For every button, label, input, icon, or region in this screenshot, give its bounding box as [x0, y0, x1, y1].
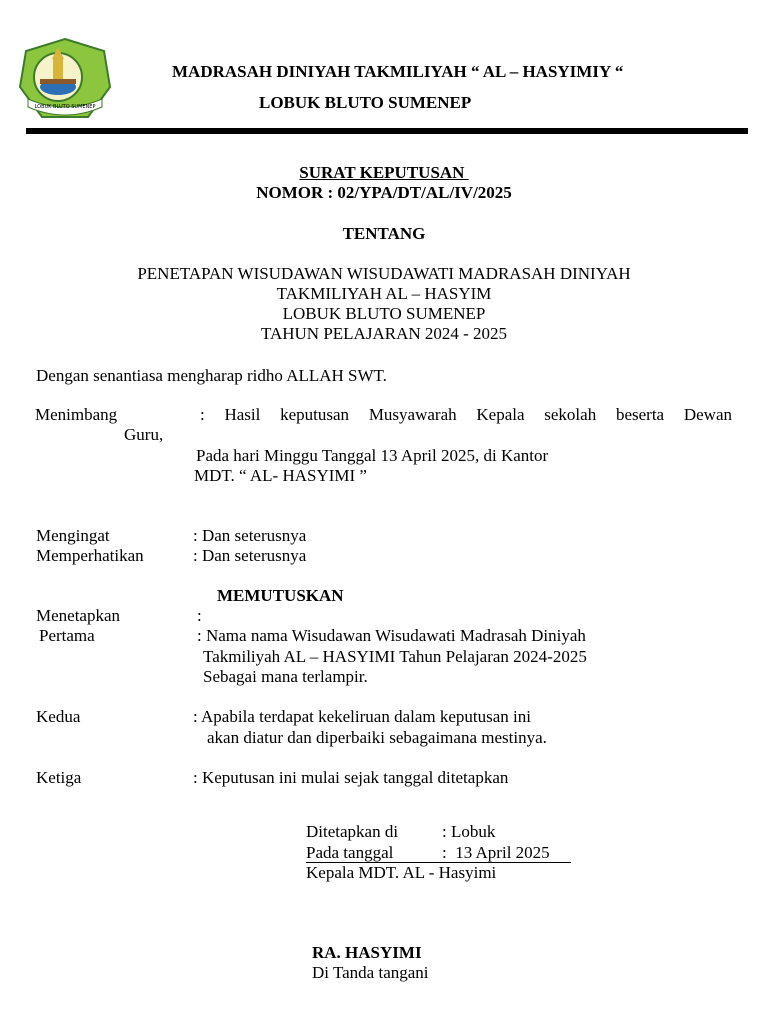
pertama-label: Pertama: [39, 626, 95, 645]
kedua-line-2: akan diatur dan diperbaiki sebagaimana mestinya.: [207, 728, 547, 747]
mengingat-value: : Dan seterusnya: [193, 526, 307, 545]
subject-line-4: TAHUN PELAJARAN 2024 - 2025: [260, 324, 508, 343]
subject-line-3: LOBUK BLUTO SUMENEP: [282, 304, 486, 323]
sign-note: Di Tanda tangani: [312, 963, 429, 982]
ketiga-value: : Keputusan ini mulai sejak tanggal ditetapkan: [193, 768, 509, 787]
menimbang-word: :: [200, 405, 205, 424]
menimbang-word: Dewan: [683, 405, 732, 424]
menimbang-word: Kepala: [476, 405, 525, 424]
sign-name: RA. HASYIMI: [312, 943, 422, 962]
menimbang-line-1: [200, 405, 732, 425]
menimbang-line-4: MDT. “ AL- HASYIMI ”: [194, 466, 367, 485]
sign-date-value: : 13 April 2025: [442, 843, 550, 862]
menimbang-line-2: Guru,: [124, 425, 164, 444]
kedua-line-1: : Apabila terdapat kekeliruan dalam keputusan ini: [193, 707, 531, 726]
header-title: MADRASAH DINIYAH TAKMILIYAH “ AL – HASYIMIY “: [172, 62, 624, 81]
subject-line-1: PENETAPAN WISUDAWAN WISUDAWATI MADRASAH DINIYAH: [137, 264, 631, 283]
pertama-line-2: Takmiliyah AL – HASYIMI Tahun Pelajaran 2024-2025: [203, 647, 587, 666]
menimbang-line-3: Pada hari Minggu Tanggal 13 April 2025, di Kantor: [196, 446, 549, 465]
header-divider: [26, 128, 748, 134]
menimbang-word: Musyawarah: [368, 405, 457, 424]
sign-position: Kepala MDT. AL - Hasyimi: [306, 863, 497, 882]
doc-number: NOMOR : 02/YPA/DT/AL/IV/2025: [256, 183, 512, 202]
mengingat-label: Mengingat: [36, 526, 110, 545]
sign-place-value: : Lobuk: [442, 822, 496, 841]
sign-date-row: [306, 843, 571, 863]
subject-line-2: TAKMILIYAH AL – HASYIM: [276, 284, 492, 303]
opening-text: Dengan senantiasa mengharap ridho ALLAH SWT.: [36, 366, 387, 385]
kedua-label: Kedua: [36, 707, 81, 726]
menetapkan-label: Menetapkan: [36, 606, 121, 625]
menimbang-word: beserta: [615, 405, 665, 424]
pertama-line-1: : Nama nama Wisudawan Wisudawati Madrasah Diniyah: [197, 626, 586, 645]
logo-text: LOBUK BLUTO SUMENEP: [34, 104, 96, 110]
ketiga-label: Ketiga: [36, 768, 82, 787]
menimbang-word: keputusan: [280, 405, 350, 424]
memperhatikan-label: Memperhatikan: [36, 546, 144, 565]
doc-tentang: TENTANG: [342, 224, 426, 243]
header-subtitle: LOBUK BLUTO SUMENEP: [259, 93, 472, 112]
menetapkan-value: :: [197, 606, 202, 625]
menimbang-word: Hasil: [224, 405, 261, 424]
menimbang-word: sekolah: [544, 405, 597, 424]
memutuskan-heading: MEMUTUSKAN: [217, 586, 344, 605]
menimbang-label: Menimbang: [35, 405, 118, 424]
sign-place-label: Ditetapkan di: [306, 822, 399, 841]
sign-date-label: Pada tanggal: [306, 843, 394, 862]
doc-heading: SURAT KEPUTUSAN: [299, 163, 469, 182]
memperhatikan-value: : Dan seterusnya: [193, 546, 307, 565]
school-emblem-icon: [18, 37, 112, 121]
pertama-line-3: Sebagai mana terlampir.: [203, 667, 368, 686]
